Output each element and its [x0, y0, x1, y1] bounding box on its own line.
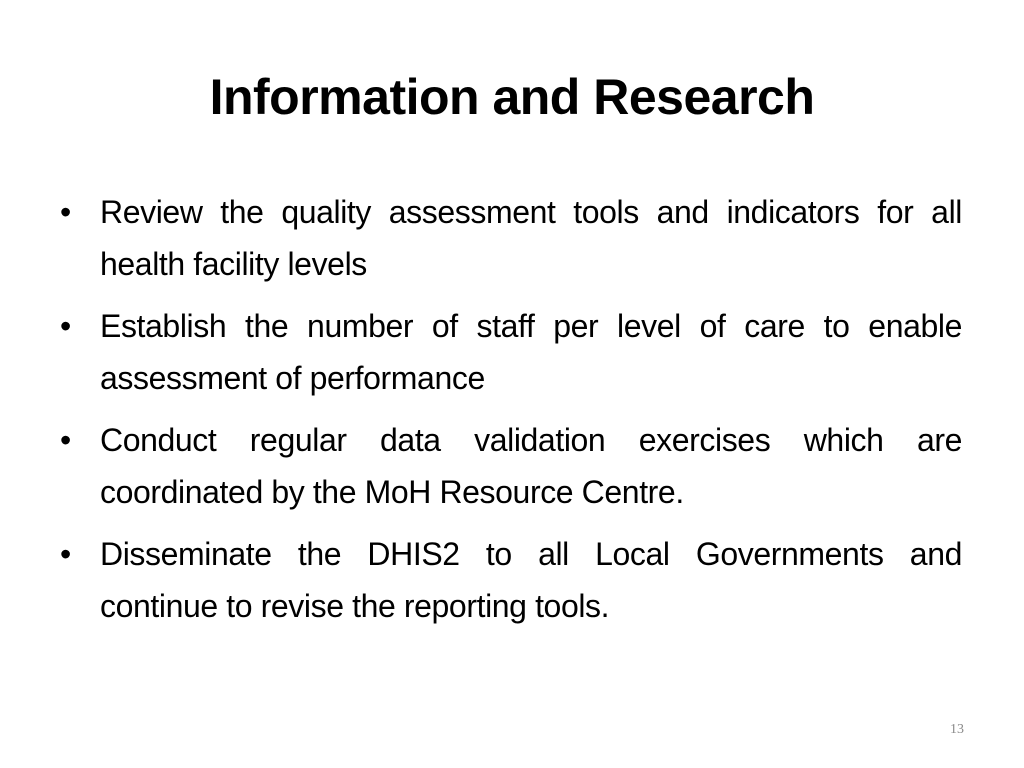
- bullet-item: [60, 528, 962, 632]
- bullet-text: Disseminate the DHIS2 to all Local Governments and continue to revise the reporting tools.: [100, 536, 962, 624]
- page-number: 13: [950, 722, 964, 737]
- bullet-item: [60, 186, 962, 290]
- bullet-icon: •: [60, 422, 71, 458]
- bullet-text: Review the quality assessment tools and indicators for all health facility levels: [100, 194, 962, 282]
- bullet-icon: •: [60, 308, 71, 344]
- bullet-item: [60, 300, 962, 404]
- bullet-icon: •: [60, 194, 71, 230]
- bullet-item: [60, 414, 962, 518]
- bullet-icon: •: [60, 536, 71, 572]
- bullet-list: [60, 186, 962, 642]
- bullet-text: Conduct regular data validation exercises which are coordinated by the MoH Resource Centre.: [100, 422, 962, 510]
- slide-title: Information and Research: [209, 69, 815, 125]
- bullet-text: Establish the number of staff per level of care to enable assessment of performance: [100, 308, 962, 396]
